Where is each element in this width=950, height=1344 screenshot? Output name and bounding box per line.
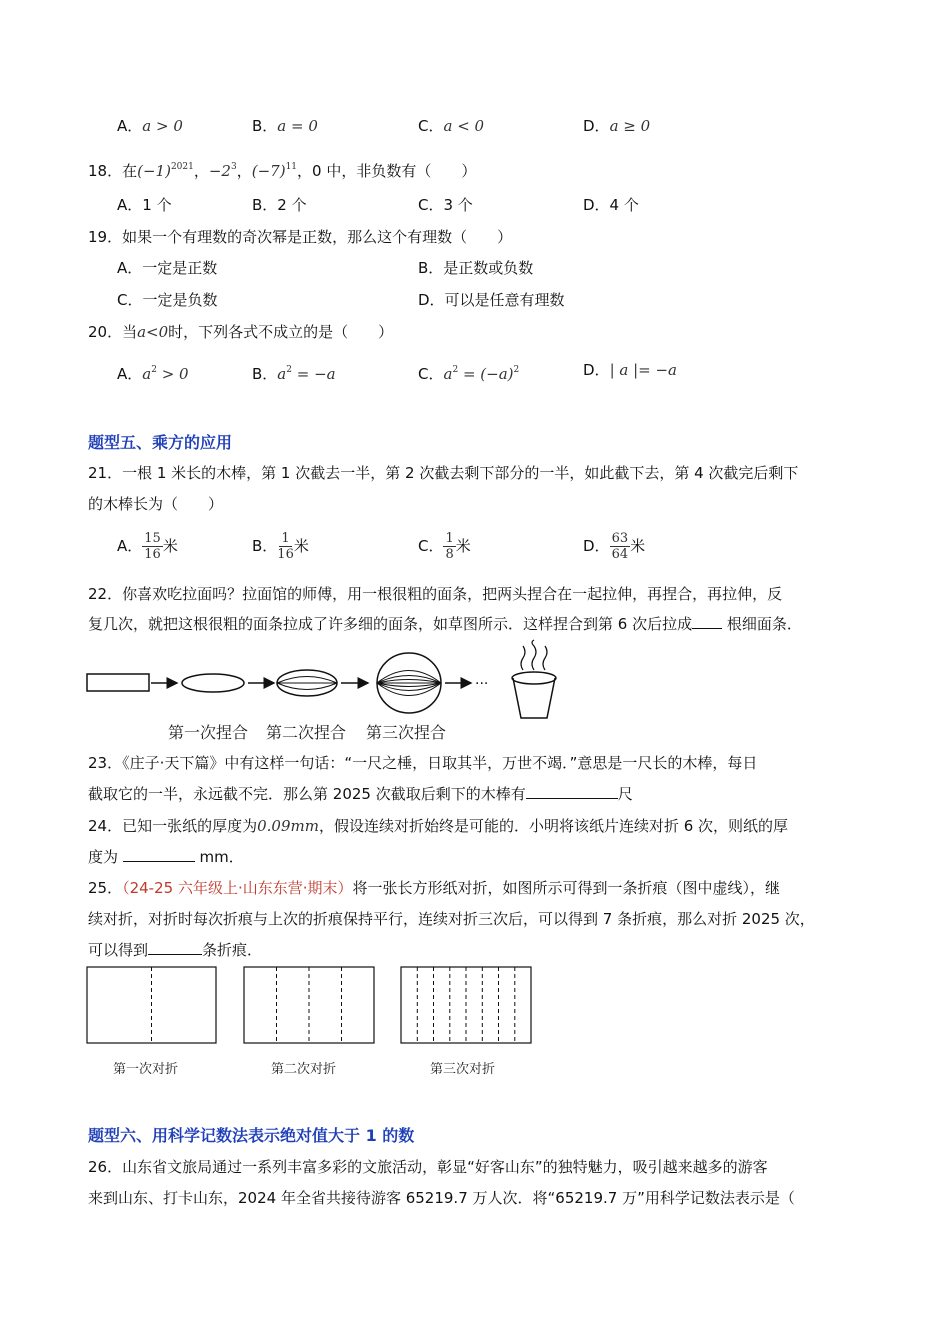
fold-panel-3: [401, 967, 531, 1043]
q20-option-b: B．$a^2 = -a$: [252, 365, 336, 383]
q18-option-b: B．2 个: [252, 196, 307, 214]
q21-line2: 的木棒长为（ ）: [88, 495, 224, 513]
noodle-bowl-icon: [512, 640, 556, 718]
q18-option-c: C．3 个: [418, 196, 473, 214]
noodle-fold-2: [277, 670, 337, 696]
noodle-caption-1: 第一次捏合: [168, 723, 249, 742]
q17-option-c: C．a < 0: [418, 117, 485, 135]
q17-option-a: A．a > 0: [117, 117, 183, 135]
q19-option-d: D．可以是任意有理数: [418, 291, 565, 309]
fold-caption-2: 第二次对折: [271, 1062, 337, 1077]
q22-line2: 复几次，就把这根很粗的面条拉成了许多细的面条，如草图所示．这样捏合到第 6 次后拉成 根细面条．: [88, 615, 802, 633]
q26-line2: 来到山东、打卡山东，2024 年全省共接待游客 65219.7 万人次．将“65219.7 万”用科学记数法表示是（: [88, 1189, 795, 1207]
fraction: $\frac{15}{16}$: [144, 531, 161, 562]
paper-fold-diagram: [86, 966, 536, 1046]
fold-caption-1: 第一次对折: [113, 1062, 179, 1077]
answer-blank: [148, 940, 202, 955]
q18-stem: 18．在$(-1)^{2021}$，$-2^3$，$(-7)^{11}$，0 中，非负数有（ ）: [88, 162, 477, 180]
fraction: $\frac{63}{64}$: [611, 531, 629, 562]
q19-option-a: A．一定是正数: [117, 259, 218, 277]
noodle-caption-3: 第三次捏合: [366, 723, 447, 742]
q20-stem: 20．当a<0时，下列各式不成立的是（ ）: [88, 323, 394, 341]
ellipsis: ···: [475, 676, 489, 692]
answer-blank: [526, 784, 618, 799]
answer-blank: [692, 614, 722, 629]
q26-line1: 26．山东省文旅局通过一系列丰富多彩的文旅活动，彰显“好客山东”的独特魅力，吸引越来越多的游客: [88, 1158, 768, 1176]
q24-line1: 24．已知一张纸的厚度为0.09mm，假设连续对折始终是可能的．小明将该纸片连续对折 6 次，则纸的厚: [88, 817, 789, 835]
fold-panel-1: [87, 967, 216, 1043]
q21-line1: 21．一根 1 米长的木棒，第 1 次截去一半，第 2 次截去剩下部分的一半，如此截下去，第 4 次截完后剩下: [88, 464, 799, 482]
q23-line1: 23．《庄子·天下篇》中有这样一句话：“一尺之棰，日取其半，万世不竭．”意思是一尺长的木棒，每日: [88, 754, 758, 772]
section-heading-6: 题型六、用科学记数法表示绝对值大于 1 的数: [88, 1126, 415, 1145]
noodle-diagram: [85, 638, 585, 730]
fold-panel-2: [244, 967, 374, 1043]
q19-option-b: B．是正数或负数: [418, 259, 534, 277]
q25-line1: 25．（24-25 六年级上·山东东营·期末）将一张长方形纸对折，如图所示可得到一条折痕（图中虚线），继: [88, 879, 781, 897]
q21-option-c: C． $\frac{1}{8}$ 米: [418, 531, 471, 562]
q21-option-b: B． $\frac{1}{16}$ 米: [252, 531, 309, 562]
q23-line2: 截取它的一半，永远截不完．那么第 2025 次截取后剩下的木棒有 尺: [88, 785, 633, 803]
fraction: $\frac{1}{8}$: [445, 531, 454, 562]
q25-line2: 续对折，对折时每次折痕与上次的折痕保持平行，连续对折三次后，可以得到 7 条折痕，那么对折 2025 次，: [88, 910, 815, 928]
fraction: $\frac{1}{16}$: [277, 531, 294, 562]
q24-line2: 度为 mm．: [88, 848, 244, 866]
q21-option-a: A． $\frac{15}{16}$ 米: [117, 531, 178, 562]
fold-caption-3: 第三次对折: [430, 1062, 496, 1077]
q19-option-c: C．一定是负数: [117, 291, 218, 309]
noodle-fold-1: [182, 674, 244, 692]
source-tag: （24-25 六年级上·山东东营·期末）: [122, 879, 353, 897]
q17-option-d: D．a ≥ 0: [583, 117, 651, 135]
q25-line3: 可以得到 条折痕．: [88, 941, 263, 959]
q20-option-d: D．| a |= −a: [583, 361, 677, 379]
q21-option-d: D． $\frac{63}{64}$ 米: [583, 531, 646, 562]
q17-option-b: B．a = 0: [252, 117, 318, 135]
q18-option-a: A．1 个: [117, 196, 172, 214]
q18-option-d: D．4 个: [583, 196, 639, 214]
section-heading-5: 题型五、乘方的应用: [88, 433, 233, 452]
q20-option-c: C．$a^2 = (-a)^2$: [418, 365, 520, 383]
q20-option-a: A．$a^2 > 0$: [117, 365, 189, 383]
q19-stem: 19．如果一个有理数的奇次幂是正数，那么这个有理数（ ）: [88, 228, 513, 246]
noodle-caption-2: 第二次捏合: [266, 723, 347, 742]
q22-line1: 22．你喜欢吃拉面吗？拉面馆的师傅，用一根很粗的面条，把两头捏合在一起拉伸，再捏合，再拉伸，反: [88, 585, 783, 603]
answer-blank: [123, 847, 195, 862]
noodle-fold-3: [377, 653, 441, 713]
thick-noodle: [87, 674, 149, 691]
